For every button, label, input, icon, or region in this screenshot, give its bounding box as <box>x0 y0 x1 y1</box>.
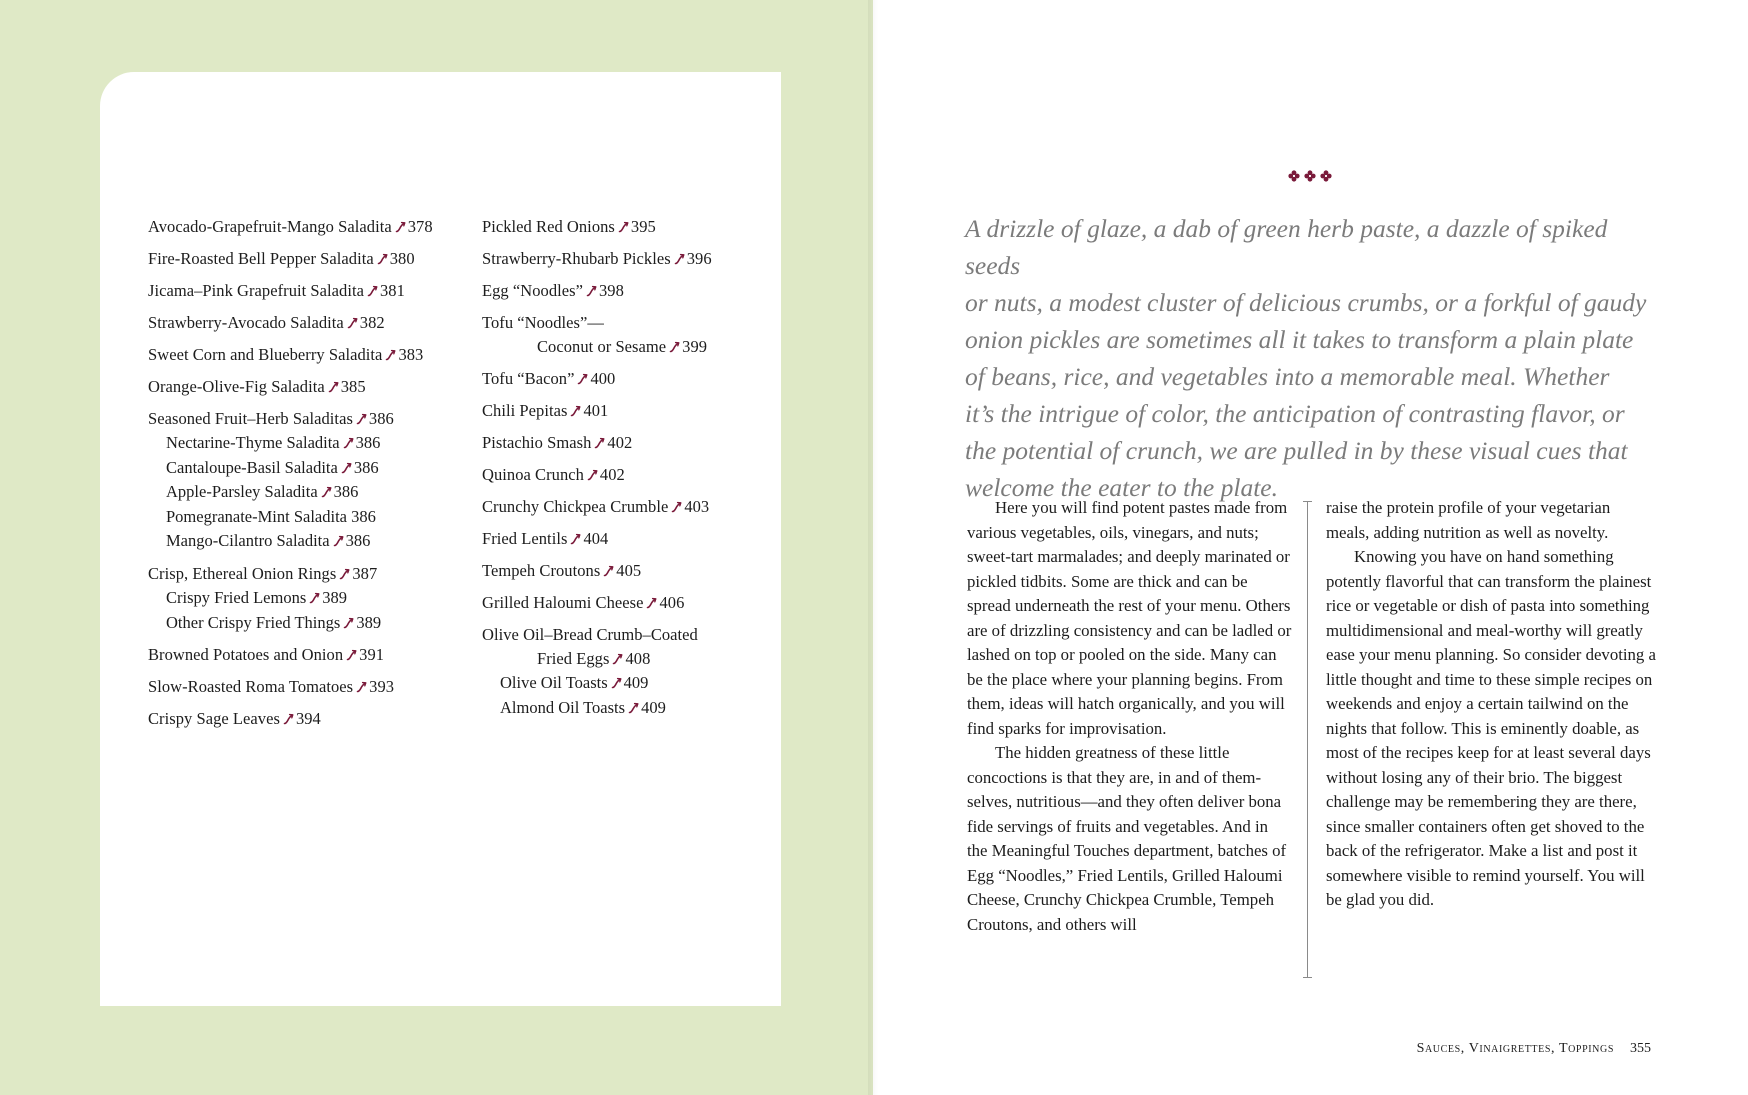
toc-entry-title: Orange-Olive-Fig Saladita <box>148 377 325 396</box>
toc-subentry[interactable] <box>482 696 712 721</box>
curved-arrow-icon <box>346 649 357 661</box>
intro-line: onion pickles are sometimes all it takes to transform a plain plate <box>965 325 1634 354</box>
curved-arrow-icon <box>377 253 388 265</box>
three-flower-ornament-icon <box>1287 169 1333 183</box>
toc-page-number: 405 <box>616 561 642 580</box>
toc-column-2 <box>482 215 712 728</box>
toc-entry-title: Quinoa Crunch <box>482 465 584 484</box>
toc-entry-title: Strawberry-Avocado Saladita <box>148 313 344 332</box>
toc-entry-title-continued: Fried Eggs <box>537 649 610 668</box>
toc-entry-title: Fire-Roasted Bell Pepper Saladita <box>148 249 374 268</box>
toc-entry[interactable] <box>148 407 433 431</box>
curved-arrow-icon <box>570 533 581 545</box>
toc-page-number: 385 <box>340 377 366 396</box>
toc-entry[interactable] <box>482 311 712 359</box>
toc-entry[interactable] <box>482 367 712 391</box>
column-rule-bottom-cap <box>1303 977 1312 978</box>
toc-page-number: 386 <box>368 409 394 428</box>
toc-entry-title: Grilled Haloumi Cheese <box>482 593 644 612</box>
toc-page-number: 409 <box>641 697 666 717</box>
toc-subentry[interactable] <box>482 671 712 696</box>
toc-entry-title: Seasoned Fruit–Herb Saladitas <box>148 409 353 428</box>
curved-arrow-icon <box>341 462 352 474</box>
curved-arrow-icon <box>356 681 367 693</box>
curved-arrow-icon <box>333 535 344 547</box>
curved-arrow-icon <box>321 486 332 498</box>
toc-page-number: 380 <box>389 249 415 268</box>
toc-page-number: 386 <box>351 506 376 526</box>
intro-line: A drizzle of glaze, a dab of green herb paste, a dazzle of spiked seeds <box>965 214 1608 280</box>
toc-subentry-title: Pomegranate-Mint Saladita <box>166 506 347 526</box>
toc-entry[interactable] <box>148 279 433 303</box>
toc-entry-title: Olive Oil–Bread Crumb–Coated <box>482 625 698 644</box>
toc-subentry-title: Other Crispy Fried Things <box>166 612 341 632</box>
toc-page-number: 395 <box>630 217 656 236</box>
toc-entry-title: Sweet Corn and Blueberry Saladita <box>148 345 383 364</box>
toc-entry-title: Tofu “Noodles”— <box>482 313 604 332</box>
toc-entry[interactable] <box>148 311 433 335</box>
toc-page-number: 402 <box>607 433 633 452</box>
curved-arrow-icon <box>594 437 605 449</box>
intro-paragraph <box>965 210 1665 506</box>
curved-arrow-icon <box>674 253 685 265</box>
curved-arrow-icon <box>669 341 680 353</box>
toc-page-number: 402 <box>599 465 625 484</box>
body-paragraph: Here you will find potent pastes made from various vegetables, oils, vinegars, and nuts; sweet-tart marmalades; and deeply marinated or pickled tidbits. Some are thick and can be spread underneath the rest of your menu. Others are of drizzling consistency and can be ladled or lashed on top or pooled on the side. Many can be the place where your planning begins. From them, ideas will hatch organically, and you will find sparks for improvisation. <box>967 498 1292 738</box>
toc-column-1 <box>148 215 433 739</box>
toc-subentry-title: Olive Oil Toasts <box>500 673 608 692</box>
toc-entry-title: Tempeh Croutons <box>482 561 601 580</box>
toc-subentry-title: Crispy Fried Lemons <box>166 587 307 607</box>
toc-page-number: 394 <box>295 709 321 729</box>
toc-entry[interactable] <box>482 559 712 583</box>
toc-page-number: 382 <box>359 313 385 332</box>
page-gutter <box>868 0 878 1095</box>
toc-entry[interactable] <box>482 527 712 551</box>
toc-subentry[interactable] <box>148 480 433 505</box>
curved-arrow-icon <box>367 285 378 297</box>
curved-arrow-icon <box>628 702 639 714</box>
toc-entry[interactable] <box>148 215 433 239</box>
curved-arrow-icon <box>570 405 581 417</box>
curved-arrow-icon <box>587 469 598 481</box>
curved-arrow-icon <box>328 381 339 393</box>
toc-page-number: 406 <box>659 593 685 612</box>
toc-page-number: 400 <box>590 369 616 388</box>
toc-entry-title: Avocado-Grapefruit-Mango Saladita <box>148 217 392 236</box>
toc-subentry[interactable] <box>148 456 433 481</box>
toc-entry[interactable] <box>482 623 712 671</box>
curved-arrow-icon <box>343 437 354 449</box>
toc-page-number: 401 <box>583 401 609 420</box>
curved-arrow-icon <box>603 565 614 577</box>
toc-subentry-title: Almond Oil Toasts <box>500 697 626 717</box>
toc-subentries <box>482 671 712 720</box>
toc-entry-title: Tofu “Bacon” <box>482 369 575 388</box>
running-footer <box>1417 1041 1651 1057</box>
body-column-2 <box>1326 496 1656 913</box>
toc-entry[interactable] <box>148 375 433 399</box>
toc-entry[interactable] <box>148 343 433 367</box>
toc-entry-title: Pistachio Smash <box>482 433 592 452</box>
toc-entry[interactable] <box>482 495 712 519</box>
toc-page-number: 391 <box>359 645 385 665</box>
toc-subentries <box>148 431 433 554</box>
curved-arrow-icon <box>283 713 294 725</box>
toc-entry-title: Slow-Roasted Roma Tomatoes <box>148 677 354 697</box>
toc-page-number: 386 <box>345 531 371 551</box>
curved-arrow-icon <box>309 592 320 604</box>
curved-arrow-icon <box>612 653 623 665</box>
toc-page-number: 409 <box>623 673 649 692</box>
toc-entry-title: Crisp, Ethereal Onion Rings <box>148 563 337 583</box>
toc-entry[interactable] <box>482 399 712 423</box>
toc-entry[interactable] <box>148 247 433 271</box>
toc-page-number: 408 <box>625 649 651 668</box>
toc-page-number: 387 <box>352 563 378 583</box>
curved-arrow-icon <box>671 501 682 513</box>
toc-entry-title-continued: Coconut or Sesame <box>537 337 667 356</box>
toc-entry[interactable] <box>148 707 433 731</box>
toc-entry-title: Chili Pepitas <box>482 401 568 420</box>
toc-page-number: 403 <box>684 497 710 516</box>
toc-entry[interactable] <box>148 675 433 699</box>
toc-subentry-title: Nectarine-Thyme Saladita <box>166 433 340 452</box>
toc-subentry[interactable] <box>148 586 433 611</box>
curved-arrow-icon <box>611 677 622 689</box>
toc-page-number: 381 <box>380 281 405 300</box>
curved-arrow-icon <box>356 413 367 425</box>
curved-arrow-icon <box>347 317 358 329</box>
body-paragraph: Knowing you have on hand something potently flavorful that can transform the plainest rice or vegetable or dish of pasta into something multidimensional and meal-worthy will greatly ease your menu planning. So consider devoting a little thought and time to these simple recipes on weekends and enjoy a certain tailwind on the nights that follow. This is eminently doable, as most of the recipes keep for at least several days without losing any of their brio. The biggest challenge may be remembering they are there, since smaller containers often get shoved to the back of the refrigerator. Make a list and post it somewhere visible to remind yourself. You will be glad you did. <box>1326 547 1656 909</box>
toc-entry[interactable] <box>148 562 433 586</box>
toc-subentry-title: Apple-Parsley Saladita <box>166 482 318 502</box>
toc-entry-title: Crunchy Chickpea Crumble <box>482 497 669 516</box>
toc-page-number: 386 <box>353 457 379 477</box>
body-paragraph: The hidden greatness of these little concoctions is that they are, in and of themselves, nutritious—and they often deliver bona fide servings of fruits and vegetables. And in the Meaningful Touches department, batches of Egg “Noodles,” Fried Lentils, Grilled Haloumi Cheese, Crunchy Chickpea Crumble, Tempeh Croutons, and others will <box>967 743 1287 934</box>
toc-entry[interactable] <box>482 463 712 487</box>
curved-arrow-icon <box>586 285 597 297</box>
toc-page-number: 386 <box>355 433 381 452</box>
curved-arrow-icon <box>385 349 396 361</box>
toc-page-number: 386 <box>333 482 359 502</box>
intro-line: it’s the intrigue of color, the anticipation of contrasting flavor, or <box>965 399 1625 428</box>
toc-entry-title: Browned Potatoes and Onion <box>148 645 344 665</box>
section-title: Sauces, Vinaigrettes, Toppings <box>1416 1041 1614 1056</box>
body-column-1 <box>967 496 1292 937</box>
intro-line: welcome the eater to the plate. <box>965 473 1278 502</box>
toc-subentries <box>148 586 433 635</box>
toc-card <box>100 72 781 1006</box>
curved-arrow-icon <box>577 373 588 385</box>
toc-entry-title: Pickled Red Onions <box>482 217 615 236</box>
column-rule <box>1307 501 1308 978</box>
toc-entry[interactable] <box>482 215 712 239</box>
toc-subentry-title: Cantaloupe-Basil Saladita <box>166 457 338 477</box>
toc-page-number: 399 <box>682 337 708 356</box>
toc-entry[interactable] <box>482 279 712 303</box>
toc-entry-title: Strawberry-Rhubarb Pickles <box>482 249 671 268</box>
toc-page-number: 398 <box>599 281 624 300</box>
toc-page-number: 383 <box>398 345 424 364</box>
left-page <box>0 0 873 1095</box>
toc-entry-title: Egg “Noodles” <box>482 281 583 300</box>
toc-entry[interactable] <box>482 247 712 271</box>
toc-page-number: 378 <box>407 217 433 236</box>
toc-page-number: 389 <box>322 587 347 607</box>
toc-subentry[interactable] <box>148 431 433 456</box>
toc-subentry[interactable] <box>148 505 433 530</box>
toc-entry-title: Jicama–Pink Grapefruit Saladita <box>148 281 364 300</box>
toc-entry[interactable] <box>482 431 712 455</box>
toc-page-number: 389 <box>356 612 382 632</box>
toc-page-number: 396 <box>686 249 712 268</box>
curved-arrow-icon <box>339 568 350 580</box>
toc-subentry[interactable] <box>148 529 433 554</box>
intro-line: or nuts, a modest cluster of delicious crumbs, or a forkful of gaudy <box>965 288 1647 317</box>
page-number: 355 <box>1630 1041 1651 1056</box>
curved-arrow-icon <box>343 617 354 629</box>
toc-page-number: 393 <box>369 677 395 697</box>
body-paragraph-continued: raise the protein profile of your vegetarian meals, adding nutrition as well as novelty. <box>1326 498 1611 542</box>
toc-subentry-title: Mango-Cilantro Saladita <box>166 531 330 551</box>
curved-arrow-icon <box>618 221 629 233</box>
toc-entry[interactable] <box>148 643 433 667</box>
intro-line: the potential of crunch, we are pulled in by these visual cues that <box>965 436 1628 465</box>
toc-entry[interactable] <box>482 591 712 615</box>
toc-entry-title: Fried Lentils <box>482 529 568 548</box>
toc-page-number: 404 <box>583 529 609 548</box>
curved-arrow-icon <box>646 597 657 609</box>
toc-entry-title: Crispy Sage Leaves <box>148 709 280 729</box>
toc-subentry[interactable] <box>148 611 433 636</box>
intro-line: of beans, rice, and vegetables into a memorable meal. Whether <box>965 362 1610 391</box>
curved-arrow-icon <box>395 221 406 233</box>
